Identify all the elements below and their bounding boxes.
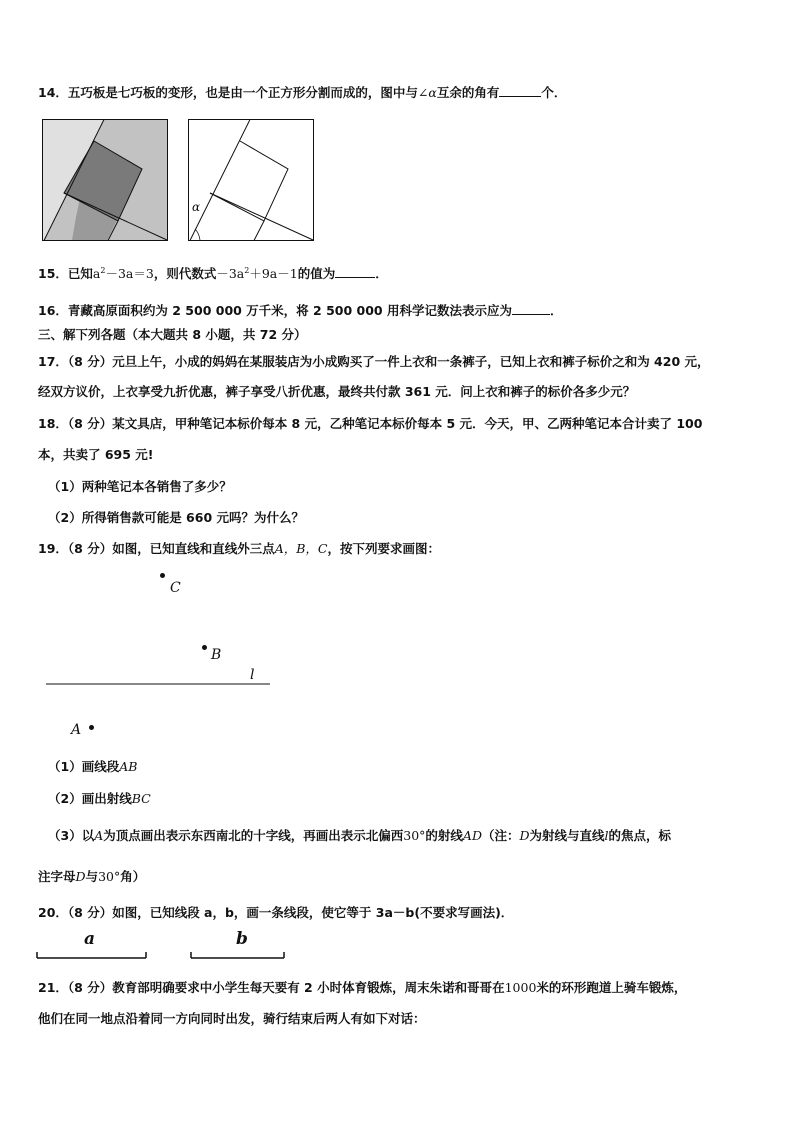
q19-sub-2 <box>48 791 151 807</box>
line-l <box>46 682 272 686</box>
q20-text: 20．（8 分）如图，已知线段 a，b，画一条线段，使它等于 3a－b(不要求写画法)． <box>38 905 514 920</box>
question-14 <box>38 84 566 101</box>
q19-sub3-f: 的焦点，标 <box>608 828 672 843</box>
q21-line-2: 他们在同一地点沿着同一方向同时出发，骑行结束后两人有如下对话： <box>38 1011 426 1026</box>
q16-text: 16．青藏高原面积约为 2 500 000 万千米，将 2 500 000 用科学记数法表示应为 <box>38 303 512 318</box>
q15-cond-exp: 2 <box>100 265 106 275</box>
q19-sub3-l2-b: 与 <box>85 869 99 884</box>
q19-sub3-m2: 30° <box>403 828 426 843</box>
q21-line1-a: 21．（8 分）教育部明确要求中小学生每天要有 2 小时体育锻炼，周末朱诺和哥哥在 <box>38 980 505 995</box>
q19-sub3-e: 为射线与直线 <box>529 828 605 843</box>
q19-sub3-l2-c: 角） <box>120 869 146 884</box>
q21-line1-b: 米的环形跑道上骑车锻炼， <box>536 980 687 995</box>
q19-intro-b: ，按下列要求画图： <box>327 541 440 556</box>
q15-cond-a: a <box>92 266 101 281</box>
section-3-heading: 三、解下列各题（本大题共 8 小题，共 72 分） <box>38 327 307 342</box>
q14-text-b: 互余的角有 <box>436 85 500 100</box>
q18-sub-2: （2）所得销售款可能是 660 元吗？为什么？ <box>48 510 304 525</box>
line-l-label: l <box>250 667 255 683</box>
q15-condition <box>93 266 154 281</box>
q19-sub-3-line-1 <box>48 828 671 844</box>
q14-figure-shaded <box>42 119 168 241</box>
q14-text-a: 14．五巧板是七巧板的变形，也是由一个正方形分割而成的，图中与 <box>38 85 418 100</box>
q19-sub-3-line-2 <box>38 869 145 885</box>
point-c-label: C <box>170 580 181 596</box>
question-19-intro <box>38 541 440 557</box>
q15-expr-exp: 2 <box>244 265 250 275</box>
q15-end: ． <box>375 266 388 281</box>
q19-sub3-l2-a: 注字母 <box>38 869 76 884</box>
q19-sub3-m1: A <box>94 828 104 843</box>
segment-b-label: b <box>236 929 248 949</box>
q14-alpha-label: α <box>192 200 201 214</box>
q21-line1-m: 1000 <box>504 980 537 995</box>
q19-sub3-m3: AD <box>462 828 482 843</box>
q17-line-1: 17．（8 分）元旦上午，小成的妈妈在某服装店为小成购买了一件上衣和一条裤子，已知上衣和裤子标价之和为 420 元， <box>38 354 710 369</box>
q21-line-1 <box>38 980 686 996</box>
q15-expression <box>216 266 297 281</box>
q18-sub-1: （1）两种笔记本各销售了多少？ <box>48 479 232 494</box>
q15-expr-rest: ＋9a－1 <box>249 266 298 281</box>
point-b-label: B <box>211 647 222 663</box>
q19-sub3-m5: l <box>604 828 609 843</box>
question-16 <box>38 302 563 319</box>
q15-mid: ，则代数式 <box>153 266 217 281</box>
q19-sub3-c: 的射线 <box>425 828 463 843</box>
q14-figure-outline <box>188 119 314 241</box>
point-a-dot <box>89 725 94 730</box>
point-a-label: A <box>71 722 82 738</box>
q15-answer-blank <box>335 265 375 278</box>
q19-sub-1 <box>48 759 137 775</box>
q19-sub3-m4: D <box>519 828 530 843</box>
q15-prefix: 15．已知 <box>38 266 93 281</box>
q16-answer-blank <box>512 302 550 315</box>
q19-sub3-d: （注： <box>481 828 520 843</box>
q14-answer-blank <box>499 84 541 97</box>
q15-suffix: 的值为 <box>297 266 336 281</box>
segment-a-label: a <box>84 929 96 949</box>
q14-angle: ∠α <box>417 85 437 100</box>
q19-sub3-l2-m1: D <box>75 869 86 884</box>
q19-points: A，B，C <box>274 541 328 556</box>
point-c-dot <box>160 573 165 578</box>
q19-sub3-a: （3）以 <box>48 828 95 843</box>
q19-intro-a: 19．（8 分）如图，已知直线和直线外三点 <box>38 541 275 556</box>
q18-line-1: 18．（8 分）某文具店，甲种笔记本标价每本 8 元，乙种笔记本标价每本 5 元．今天，甲、乙两种笔记本合计卖了 100 <box>38 416 703 431</box>
q14-text-c: 个． <box>541 85 567 100</box>
question-15 <box>38 265 388 282</box>
q15-expr-a: －3a <box>216 266 245 281</box>
q15-cond-rest: －3a＝3 <box>105 266 154 281</box>
q19-sub1-math: AB <box>119 759 138 774</box>
q19-sub1-text: （1）画线段 <box>48 759 120 774</box>
q19-sub3-b: 为顶点画出表示东西南北的十字线，再画出表示北偏西 <box>103 828 404 843</box>
q16-end: ． <box>549 303 563 318</box>
q17-line-2: 经双方议价，上衣享受九折优惠，裤子享受八折优惠，最终共付款 361 元．问上衣和裤子的标价各多少元？ <box>38 384 636 399</box>
point-b-dot <box>202 645 207 650</box>
q19-sub2-text: （2）画出射线 <box>48 791 132 806</box>
segment-a <box>36 950 148 960</box>
q18-line-2: 本，共卖了 695 元! <box>38 447 154 462</box>
segment-b <box>190 950 286 960</box>
q19-sub2-math: BC <box>131 791 151 806</box>
q19-sub3-l2-m2: 30° <box>98 869 121 884</box>
